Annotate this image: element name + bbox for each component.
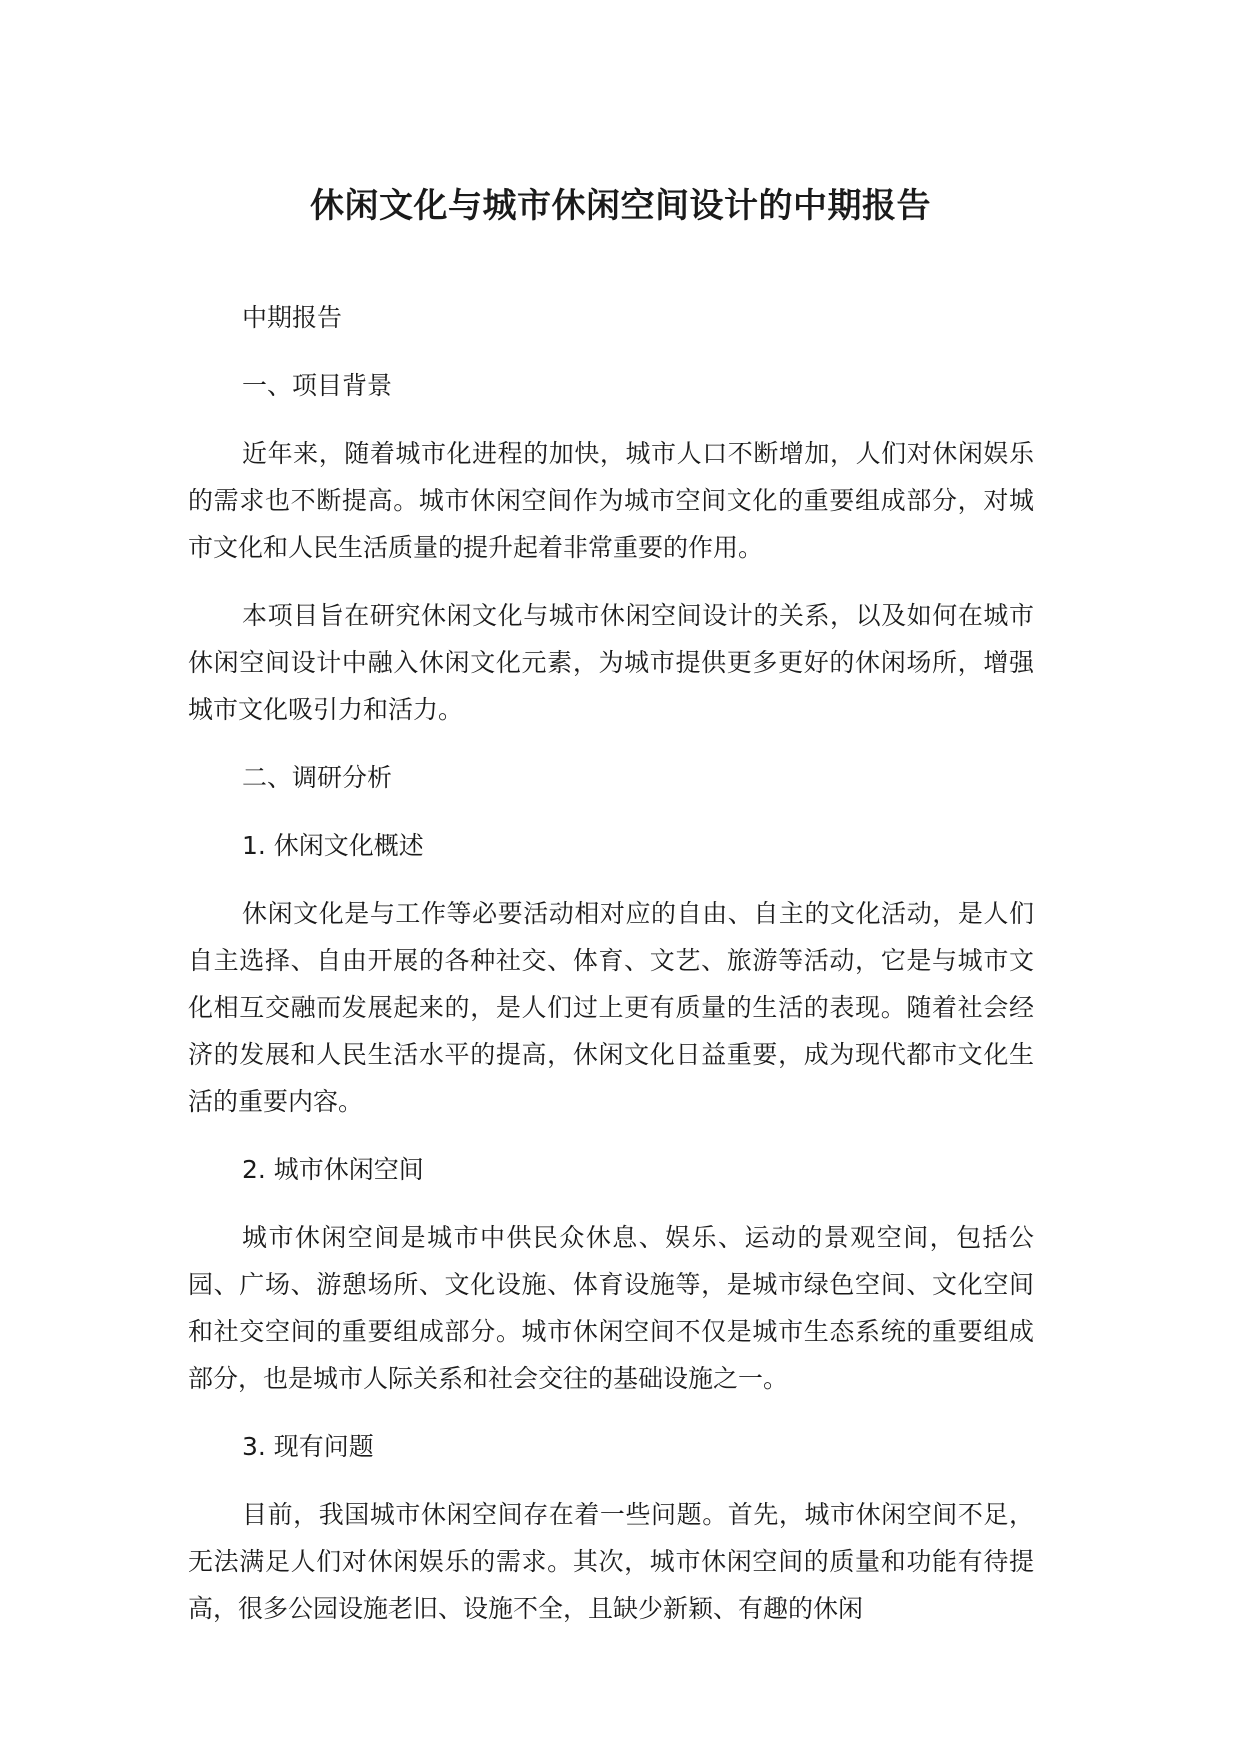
section-heading-research-analysis: 二、调研分析 <box>242 763 393 792</box>
paragraph-background-2: 本项目旨在研究休闲文化与城市休闲空间设计的关系，以及如何在城市休闲空间设计中融入休闲文化元素，为城市提供更多更好的休闲场所，增强城市文化吸引力和活力。 <box>188 601 1034 724</box>
section-heading-background: 一、项目背景 <box>242 371 393 400</box>
document-body <box>188 294 1034 1653</box>
paragraph-leisure-space: 城市休闲空间是城市中供民众休息、娱乐、运动的景观空间，包括公园、广场、游憩场所、文化设施、体育设施等，是城市绿色空间、文化空间和社交空间的重要组成部分。城市休闲空间不仅是城市生态系统的重要组成部分，也是城市人际关系和社会交往的基础设施之一。 <box>188 1223 1034 1393</box>
subsection-heading-leisure-space: 2. 城市休闲空间 <box>242 1155 424 1184</box>
document-title: 休闲文化与城市休闲空间设计的中期报告 <box>310 186 931 226</box>
subsection-heading-existing-problems: 3. 现有问题 <box>242 1432 374 1461</box>
paragraph-background-1: 近年来，随着城市化进程的加快，城市人口不断增加，人们对休闲娱乐的需求也不断提高。城市休闲空间作为城市空间文化的重要组成部分，对城市文化和人民生活质量的提升起着非常重要的作用。 <box>188 439 1034 562</box>
paragraph-leisure-culture: 休闲文化是与工作等必要活动相对应的自由、自主的文化活动，是人们自主选择、自由开展的各种社交、体育、文艺、旅游等活动，它是与城市文化相互交融而发展起来的，是人们过上更有质量的生活的表现。随着社会经济的发展和人民生活水平的提高，休闲文化日益重要，成为现代都市文化生活的重要内容。 <box>188 899 1034 1116</box>
section-heading-midterm-report: 中期报告 <box>242 303 343 332</box>
paragraph-existing-problems: 目前，我国城市休闲空间存在着一些问题。首先，城市休闲空间不足，无法满足人们对休闲娱乐的需求。其次，城市休闲空间的质量和功能有待提高，很多公园设施老旧、设施不全，且缺少新颖、有趣的休闲 <box>188 1500 1034 1623</box>
subsection-heading-leisure-culture: 1. 休闲文化概述 <box>242 831 424 860</box>
